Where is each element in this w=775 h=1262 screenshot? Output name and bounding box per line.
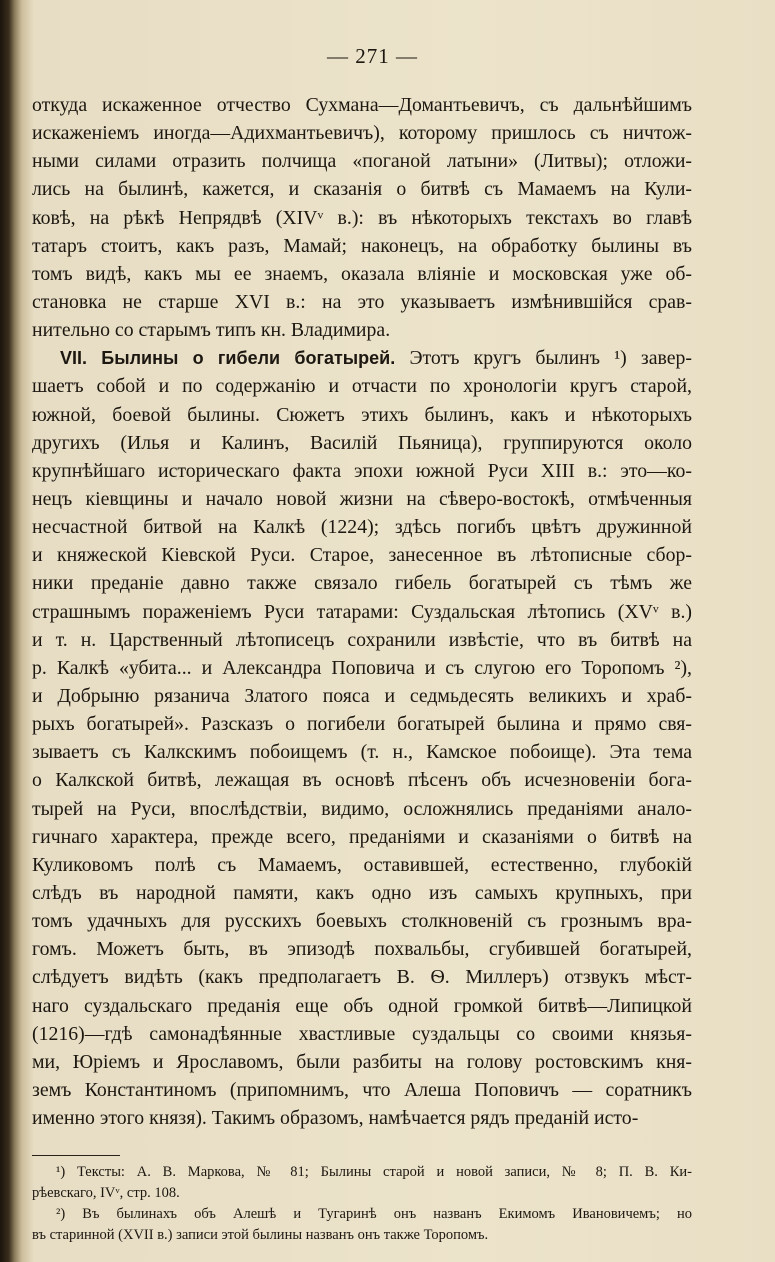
text-line: становка не старше XVI в.: на это указываетъ измѣнившійся срав- bbox=[32, 290, 692, 313]
text-line: нецъ кіевщины и начало новой жизни на сѣверо-востокѣ, отмѣченныя bbox=[32, 487, 692, 510]
text-line: и т. н. Царственный лѣтописецъ сохранили извѣстіе, что въ битвѣ на bbox=[32, 628, 692, 651]
text-line: рыхъ богатырей». Разсказъ о погибели богатырей былина и прямо свя- bbox=[32, 713, 692, 736]
text-line: слѣдъ въ народной памяти, какъ одно изъ самыхъ крупныхъ, при bbox=[32, 881, 692, 904]
text-line: и княжеской Кіевской Руси. Старое, занесенное въ лѣтописные сбор- bbox=[32, 544, 692, 567]
text-line: Куликовомъ полѣ съ Мамаемъ, оставившей, естественно, глубокій bbox=[32, 853, 692, 876]
text-line: ковѣ, на рѣкѣ Непрядвѣ (XIVᵛ в.): въ нѣкоторыхъ текстахъ во главѣ bbox=[32, 206, 692, 229]
paragraph-first-line bbox=[32, 344, 692, 372]
footnote-line: въ старинной (XVII в.) записи этой былины названъ онъ также Торопомъ. bbox=[32, 1227, 489, 1243]
text-line: другихъ (Илья и Калинъ, Василій Пьяница), группируются около bbox=[32, 431, 692, 454]
text-line: искаженіемъ иногда—Адихмантьевичъ), которому пришлось съ ничтож- bbox=[32, 122, 692, 145]
footnote-line: рѣевскаго, IVᵛ, стр. 108. bbox=[32, 1185, 180, 1201]
footnote-divider bbox=[32, 1155, 120, 1156]
text-line: р. Калкѣ «убита... и Александра Поповича и съ слугою его Торопомъ ²), bbox=[32, 656, 692, 679]
text-line: земъ Константиномъ (припомнимъ, что Алеша Поповичъ — соратникъ bbox=[32, 1078, 692, 1101]
text-line: страшнымъ пораженіемъ Руси татарами: Суздальская лѣтопись (XVᵛ в.) bbox=[32, 600, 692, 623]
main-text bbox=[32, 91, 692, 1132]
text-line: нительно со старымъ типъ кн. Владимира. bbox=[32, 319, 391, 342]
text-line: зываетъ съ Калкскимъ побоищемъ (т. н., Камское побоище). Эта тема bbox=[32, 741, 692, 764]
text-line: именно этого князя). Такимъ образомъ, намѣчается рядъ преданій исто- bbox=[32, 1107, 639, 1130]
text-line: ники преданіе давно также связало гибель богатырей съ тѣмъ же bbox=[32, 572, 692, 595]
text-line: южной, боевой былины. Сюжетъ этихъ былинъ, какъ и нѣкоторыхъ bbox=[32, 403, 692, 426]
text-line: шаетъ собой и по содержанію и отчасти по хронологіи кругъ старой, bbox=[32, 375, 692, 398]
text-line: крупнѣйшаго историческаго факта эпохи южной Руси XIII в.: это—ко- bbox=[32, 459, 692, 482]
page-number: — 271 — bbox=[327, 44, 418, 68]
text-line: томъ удачныхъ для русскихъ боевыхъ столкновеній съ грознымъ вра- bbox=[32, 910, 692, 933]
footnote-line: ²) Въ былинахъ объ Алешѣ и Тугаринѣ онъ названъ Екимомъ Ивановичемъ; но bbox=[56, 1206, 692, 1222]
text-line: гичнаго характера, прежде всего, преданіями и сказаніями о битвѣ на bbox=[32, 825, 692, 848]
footnote-line: ¹) Тексты: А. В. Маркова, № 81; Былины старой и новой записи, № 8; П. В. Ки- bbox=[56, 1164, 692, 1180]
footnotes bbox=[32, 1162, 692, 1246]
section-heading: VII. Былины о гибели богатырей. bbox=[60, 348, 396, 369]
text-line: томъ видѣ, какъ мы ее знаемъ, оказала вліяніе и московская уже об- bbox=[32, 262, 692, 285]
text-line: наго суздальскаго преданія еще объ одной громкой битвѣ—Липицкой bbox=[32, 994, 692, 1017]
text-line: несчастной битвой на Калкѣ (1224); здѣсь погибъ цвѣтъ дружинной bbox=[32, 516, 692, 539]
text-line: о Калкской битвѣ, лежащая въ основѣ пѣсенъ объ исчезновеніи бога- bbox=[32, 769, 692, 792]
text-line: ми, Юріемъ и Ярославомъ, были разбиты на голову ростовскимъ кня- bbox=[32, 1050, 692, 1073]
text-line: (1216)—гдѣ самонадѣянные хвастливые суздальцы со своими князья- bbox=[32, 1022, 692, 1045]
text-line: татаръ стоитъ, какъ разъ, Мамай; наконецъ, на обработку былины въ bbox=[32, 234, 692, 257]
text-line: и Добрыню рязанича Златого пояса и седмьдесять великихъ и храб- bbox=[32, 684, 692, 707]
text-line: ными силами отразить полчища «поганой латыни» (Литвы); отложи- bbox=[32, 150, 692, 173]
text-line: тырей на Руси, впослѣдствіи, видимо, осложнялись преданіями анало- bbox=[32, 797, 692, 820]
text-line: лись на былинѣ, кажется, и сказанія о битвѣ съ Мамаемъ на Кули- bbox=[32, 178, 692, 201]
text-line: Этотъ кругъ былинъ ¹) завер- bbox=[409, 347, 693, 370]
text-line: слѣдуетъ видѣть (какъ предполагаетъ В. Ѳ. Миллеръ) отзвукъ мѣст- bbox=[32, 966, 692, 989]
text-line: гомъ. Можетъ быть, въ эпизодѣ похвальбы, сгубившей богатырей, bbox=[32, 938, 692, 961]
text-line: откуда искаженное отчество Сухмана—Домантьевичъ, съ дальнѣйшимъ bbox=[32, 94, 692, 116]
